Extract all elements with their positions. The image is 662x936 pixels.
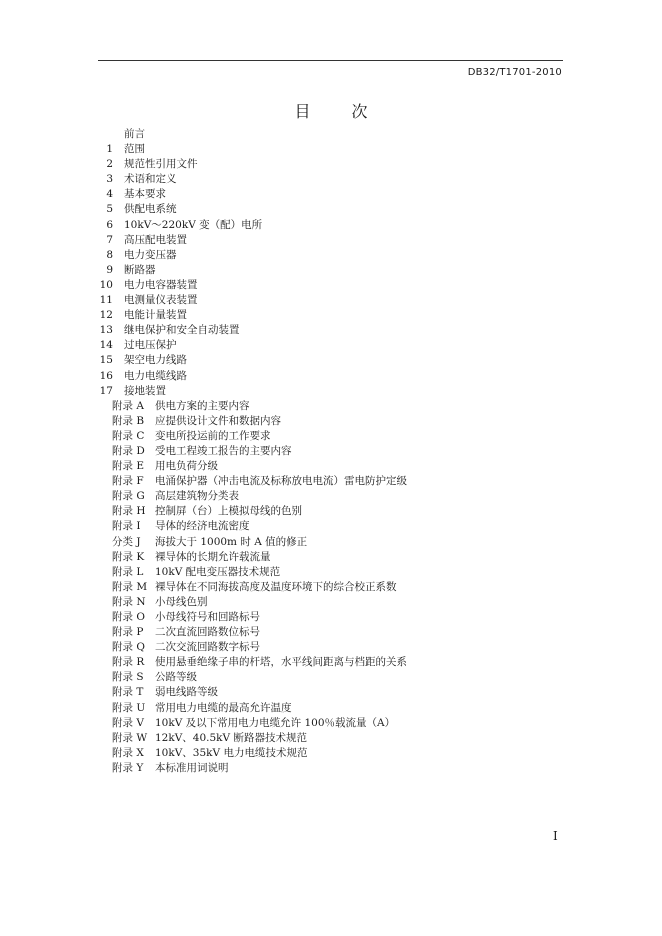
toc-section-number: 11	[99, 294, 113, 307]
toc-appendix-entry[interactable]	[0, 716, 662, 731]
toc-appendix-title: 二次直流回路数位标号	[155, 626, 260, 639]
toc-appendix-label: 附录 U	[112, 701, 146, 714]
toc-title: 目 次	[294, 102, 386, 121]
toc-section-title: 10kV～220kV 变（配）电所	[124, 218, 263, 231]
toc-section-entry[interactable]	[0, 218, 662, 233]
toc-appendix-entry[interactable]	[0, 399, 662, 414]
toc-section-title: 断路器	[124, 263, 156, 276]
toc-appendix-entry[interactable]	[0, 731, 662, 746]
toc-appendix-entry[interactable]	[0, 625, 662, 640]
toc-appendix-label: 附录 A	[112, 399, 144, 412]
toc-section-entry[interactable]	[0, 187, 662, 202]
toc-appendix-entry[interactable]	[0, 640, 662, 655]
toc-appendix-label: 附录 V	[112, 716, 144, 729]
toc-appendix-label: 附录 G	[112, 490, 145, 503]
toc-section-number: 1	[106, 143, 113, 156]
toc-section-title: 过电压保护	[124, 339, 177, 352]
toc-section-entry[interactable]	[0, 263, 662, 278]
toc-section-title: 电能计量装置	[124, 309, 187, 322]
toc-section-title: 电力电缆线路	[124, 369, 187, 382]
toc-section-entry[interactable]	[0, 353, 662, 368]
toc-section-number: 4	[106, 188, 113, 201]
toc-section-title: 供配电系统	[124, 203, 177, 216]
toc-section-number: 9	[106, 263, 113, 276]
toc-appendix-entry[interactable]	[0, 414, 662, 429]
toc-appendix-entry[interactable]	[0, 685, 662, 700]
toc-appendix-title: 小母线符号和回路标号	[155, 611, 260, 623]
toc-section-number: 5	[106, 203, 113, 216]
toc-appendix-entry[interactable]	[0, 550, 662, 565]
toc-appendix-title: 用电负荷分级	[155, 460, 218, 473]
toc-appendix-title: 控制屏（台）上模拟母线的色别	[155, 505, 302, 518]
toc-appendix-title: 12kV、40.5kV 断路器技术规范	[155, 731, 307, 744]
toc-appendix-title: 电涌保护器（冲击电流及标称放电电流）雷电防护定级	[155, 475, 407, 488]
toc-section-number: 14	[99, 339, 113, 352]
toc-appendix-label: 附录 P	[112, 626, 144, 639]
toc-appendix-title: 变电所投运前的工作要求	[155, 429, 271, 442]
toc-appendix-label: 附录 Y	[112, 761, 144, 774]
toc-section-title: 前言	[124, 128, 145, 140]
toc-section-number: 10	[99, 278, 113, 291]
toc-section-entry[interactable]	[0, 142, 662, 157]
toc-appendix-title: 裸导体在不同海拔高度及温度环境下的综合校正系数	[155, 580, 397, 593]
toc-appendix-label: 附录 B	[112, 414, 145, 427]
toc-appendix-label: 附录 M	[112, 580, 148, 593]
toc-appendix-label: 附录 X	[112, 746, 144, 759]
header-rule	[98, 60, 563, 61]
toc-section-number: 7	[106, 233, 113, 246]
toc-appendix-entry[interactable]	[0, 565, 662, 580]
toc-appendix-entry[interactable]	[0, 489, 662, 504]
toc-section-entry[interactable]	[0, 323, 662, 338]
toc-section-number: 15	[99, 354, 113, 367]
toc-appendix-label: 附录 F	[112, 475, 144, 488]
toc-section-entry[interactable]	[0, 233, 662, 248]
toc-appendix-entry[interactable]	[0, 474, 662, 489]
toc-appendix-label: 附录 Q	[112, 641, 145, 654]
toc-appendix-entry[interactable]	[0, 701, 662, 716]
toc-section-number: 2	[106, 158, 113, 171]
toc-section-number: 8	[106, 248, 113, 261]
toc-appendix-entry[interactable]	[0, 580, 662, 595]
toc-appendix-title: 二次交流回路数字标号	[155, 641, 260, 654]
toc-appendix-label: 附录 W	[112, 731, 148, 744]
toc-section-entry[interactable]	[0, 278, 662, 293]
toc-section-title: 规范性引用文件	[124, 158, 198, 171]
toc-appendix-label: 附录 C	[112, 429, 145, 442]
toc-appendix-title: 应提供设计文件和数据内容	[155, 414, 281, 427]
toc-appendix-entry[interactable]	[0, 595, 662, 610]
toc-section-entry[interactable]	[0, 127, 662, 142]
toc-appendix-title: 本标准用词说明	[155, 761, 229, 774]
toc-appendix-title: 海拔大于 1000m 时 A 值的修正	[155, 535, 308, 548]
page-number: I	[553, 829, 558, 843]
document-code: DB32/T1701-2010	[467, 67, 562, 78]
toc-appendix-title: 高层建筑物分类表	[155, 490, 239, 503]
toc-section-title: 电力电容器装置	[124, 278, 198, 291]
toc-appendix-label: 附录 T	[112, 686, 144, 699]
toc-appendix-entry[interactable]	[0, 670, 662, 685]
toc-section-number: 17	[99, 384, 113, 397]
toc-appendix-title: 10kV 及以下常用电力电缆允许 100％载流量（A）	[155, 716, 396, 729]
toc-appendix-entry[interactable]	[0, 746, 662, 761]
toc-section-entry[interactable]	[0, 369, 662, 384]
toc-appendix-label: 附录 I	[112, 520, 141, 533]
toc-appendix-label: 分类 J	[112, 535, 141, 548]
toc-section-entry[interactable]	[0, 384, 662, 399]
toc-section-title: 电测量仪表装置	[124, 294, 198, 307]
toc-appendix-label: 附录 H	[112, 505, 146, 518]
toc-appendix-title: 常用电力电缆的最高允许温度	[155, 701, 292, 714]
toc-section-number: 16	[99, 369, 113, 382]
toc-appendix-label: 附录 D	[112, 444, 145, 457]
toc-appendix-entry[interactable]	[0, 610, 662, 625]
toc-appendix-label: 附录 N	[112, 595, 146, 608]
toc-appendix-label: 附录 S	[112, 671, 144, 684]
toc-section-entry[interactable]	[0, 308, 662, 323]
toc-appendix-title: 弱电线路等级	[155, 686, 218, 699]
toc-appendix-title: 小母线色别	[155, 595, 208, 608]
toc-section-title: 范围	[124, 143, 145, 156]
toc-appendix-entry[interactable]	[0, 429, 662, 444]
toc-appendix-title: 导体的经济电流密度	[155, 520, 250, 533]
toc-appendix-entry[interactable]	[0, 535, 662, 550]
toc-appendix-entry[interactable]	[0, 655, 662, 670]
toc-section-number: 13	[99, 324, 113, 337]
toc-section-entry[interactable]	[0, 157, 662, 172]
toc-section-entry[interactable]	[0, 202, 662, 217]
toc-appendix-entry[interactable]	[0, 761, 662, 776]
toc-section-entry[interactable]	[0, 293, 662, 308]
toc-section-title: 架空电力线路	[124, 354, 187, 367]
toc-appendix-label: 附录 O	[112, 611, 145, 623]
toc-appendix-entry[interactable]	[0, 519, 662, 534]
toc-section-entry[interactable]	[0, 338, 662, 353]
toc-appendix-title: 受电工程竣工报告的主要内容	[155, 444, 292, 457]
toc-appendix-entry[interactable]	[0, 504, 662, 519]
toc-appendix-title: 供电方案的主要内容	[155, 399, 250, 412]
toc-appendix-label: 附录 E	[112, 460, 145, 473]
toc-section-number: 12	[99, 309, 113, 322]
toc-appendix-title: 裸导体的长期允许载流量	[155, 550, 271, 563]
toc-appendix-title: 使用悬垂绝缘子串的杆塔，水平线间距离与档距的关系	[155, 656, 407, 669]
toc-appendix-title: 10kV 配电变压器技术规范	[155, 565, 281, 578]
toc-section-title: 基本要求	[124, 188, 166, 201]
toc-appendix-label: 附录 L	[112, 565, 144, 578]
toc-appendix-entry[interactable]	[0, 444, 662, 459]
toc-section-title: 高压配电装置	[124, 233, 187, 246]
toc-section-title: 术语和定义	[124, 173, 177, 186]
toc-appendix-entry[interactable]	[0, 459, 662, 474]
toc-section-number: 3	[106, 173, 113, 186]
toc-section-number: 6	[106, 218, 113, 231]
toc-appendix-title: 10kV、35kV 电力电缆技术规范	[155, 746, 308, 759]
toc-appendix-title: 公路等级	[155, 671, 197, 684]
toc-appendix-label: 附录 K	[112, 550, 145, 563]
toc-section-title: 继电保护和安全自动装置	[124, 324, 240, 337]
toc-section-title: 接地装置	[124, 384, 166, 397]
toc-section-entry[interactable]	[0, 172, 662, 187]
table-of-contents	[0, 127, 662, 776]
toc-section-title: 电力变压器	[124, 248, 177, 261]
toc-section-entry[interactable]	[0, 248, 662, 263]
toc-appendix-label: 附录 R	[112, 656, 145, 669]
